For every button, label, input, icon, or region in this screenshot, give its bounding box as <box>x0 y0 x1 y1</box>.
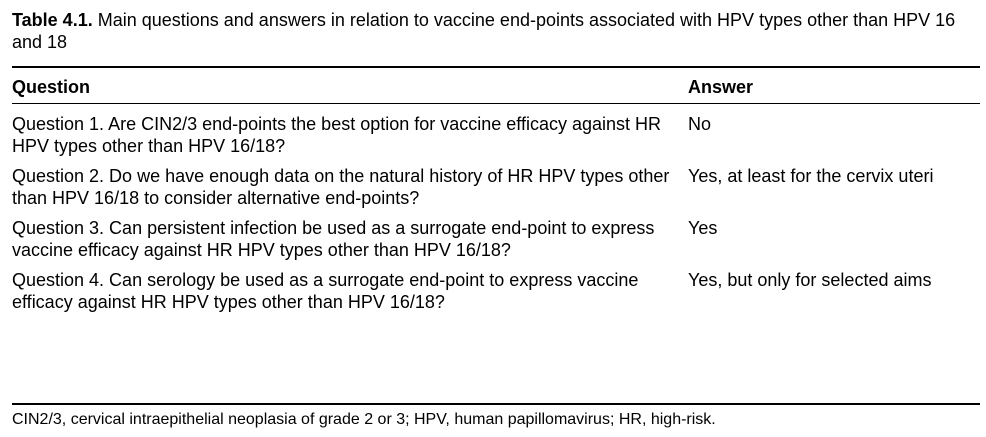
answer-cell: Yes <box>688 218 718 238</box>
header-question: Question <box>12 77 91 97</box>
question-cell: Question 1. Are CIN2/3 end-points the best option for vaccine efficacy against HR HPV types other than HPV 16/18? <box>12 114 662 156</box>
answer-cell: Yes, at least for the cervix uteri <box>688 166 934 186</box>
answer-cell: Yes, but only for selected aims <box>688 270 932 290</box>
header-answer: Answer <box>688 77 754 97</box>
table-row <box>12 269 980 313</box>
table-row <box>12 217 980 261</box>
table-row <box>12 113 980 157</box>
table-caption <box>12 9 972 53</box>
table-caption-text: Main questions and answers in relation to vaccine end-points associated with HPV types other than HPV 16 and 18 <box>12 10 956 52</box>
answer-cell: No <box>688 114 712 134</box>
table-top-rule <box>12 66 980 68</box>
table-body <box>12 113 980 313</box>
table-header-rule <box>12 103 980 104</box>
table-footnote: CIN2/3, cervical intraepithelial neoplasia of grade 2 or 3; HPV, human papillomavirus; HR, high-risk. <box>12 411 716 428</box>
table-bottom-rule <box>12 403 980 405</box>
question-cell: Question 4. Can serology be used as a surrogate end-point to express vaccine efficacy against HR HPV types other than HPV 16/18? <box>12 270 639 312</box>
table-caption-label: Table 4.1. <box>12 10 93 30</box>
question-cell: Question 2. Do we have enough data on the natural history of HR HPV types other than HPV 16/18 to consider alternative end-points? <box>12 166 670 208</box>
question-cell: Question 3. Can persistent infection be used as a surrogate end-point to express vaccine efficacy against HR HPV types other than HPV 16/18? <box>12 218 655 260</box>
table-row <box>12 165 980 209</box>
